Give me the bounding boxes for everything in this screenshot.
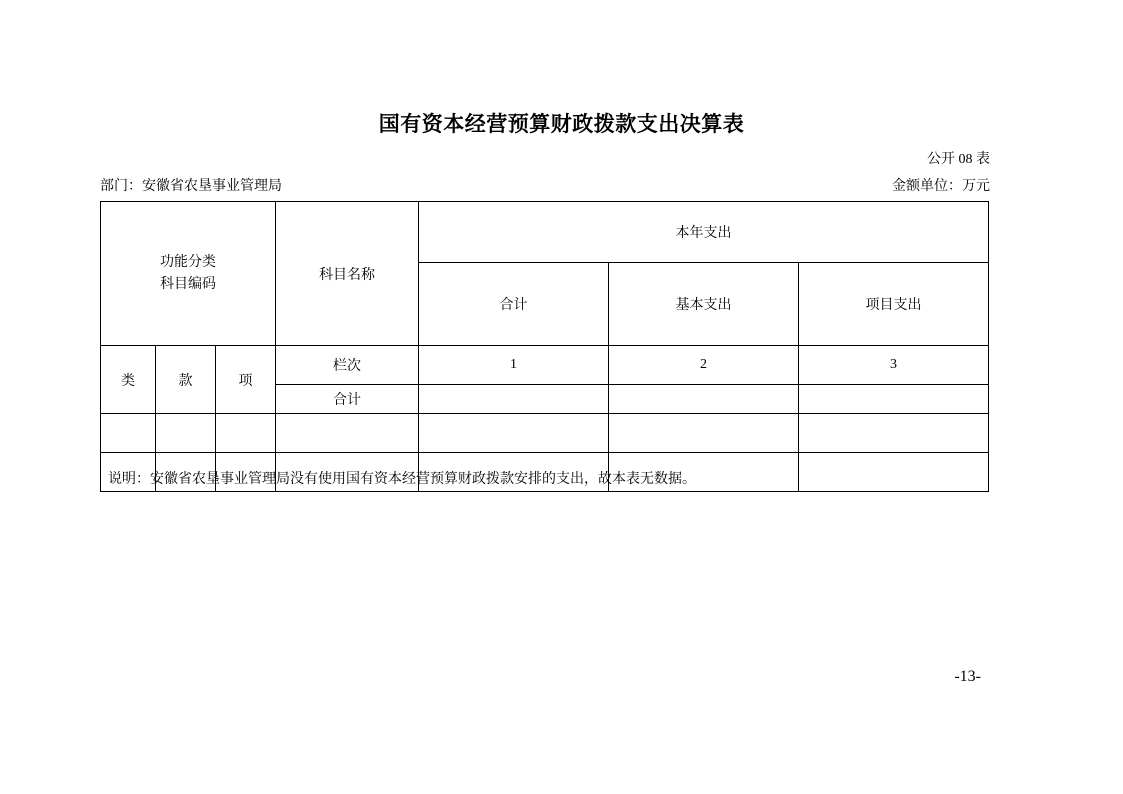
total-row-basic-value	[609, 385, 799, 414]
column-label-header: 栏次	[276, 346, 419, 385]
page-number: -13-	[954, 668, 981, 685]
class-header: 类	[101, 346, 156, 414]
function-class-line2: 科目编码	[160, 276, 216, 292]
total-row-project-value	[799, 385, 989, 414]
section-header: 款	[156, 346, 216, 414]
project-expenditure-header: 项目支出	[799, 263, 989, 346]
function-class-line1: 功能分类	[160, 254, 216, 270]
subject-name-header: 科目名称	[276, 202, 419, 346]
form-code-label: 公开 08 表	[927, 152, 990, 167]
amount-unit-label: 金额单位：万元	[892, 179, 990, 194]
row-name-value	[276, 414, 419, 453]
row-basic-value	[609, 414, 799, 453]
table-header-row-1	[101, 202, 989, 263]
function-class-header	[101, 202, 276, 346]
total-row-label: 合计	[276, 385, 419, 414]
table-row	[101, 414, 989, 453]
current-year-expenditure-header: 本年支出	[419, 202, 989, 263]
table-header-row-3	[101, 346, 989, 385]
row-class-value	[101, 414, 156, 453]
column-number-2: 2	[609, 346, 799, 385]
department-label: 部门：安徽省农垦事业管理局	[100, 179, 282, 194]
basic-expenditure-header: 基本支出	[609, 263, 799, 346]
budget-table	[100, 201, 989, 492]
column-number-1: 1	[419, 346, 609, 385]
total-row-total-value	[419, 385, 609, 414]
item-header: 项	[216, 346, 276, 414]
row-item-value	[216, 414, 276, 453]
row-project-value	[799, 414, 989, 453]
total-header: 合计	[419, 263, 609, 346]
row-section-value	[156, 414, 216, 453]
row-total-value	[419, 414, 609, 453]
table-note: 说明：安徽省农垦事业管理局没有使用国有资本经营预算财政拨款安排的支出，故本表无数据。	[108, 472, 696, 487]
column-number-3: 3	[799, 346, 989, 385]
row-project-value	[799, 453, 989, 492]
page-title: 国有资本经营预算财政拨款支出决算表	[378, 113, 745, 136]
